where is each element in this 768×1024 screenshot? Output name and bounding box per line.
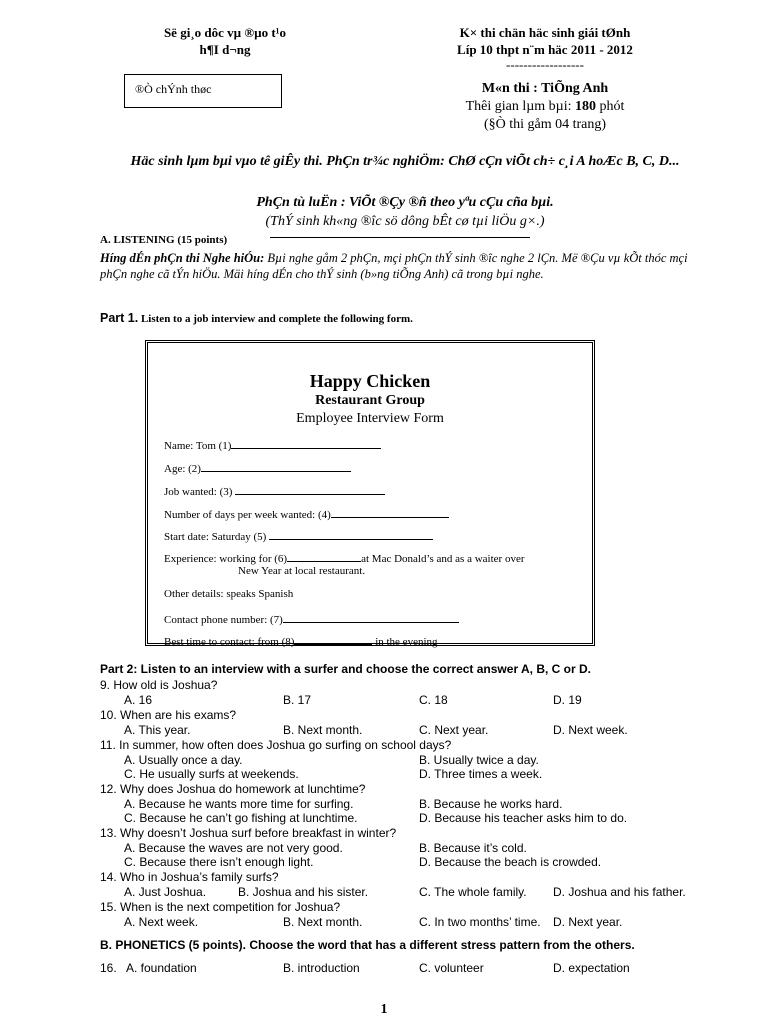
question-11: 11. In summer, how often does Joshua go surfing on school days? xyxy=(100,738,452,752)
part2-heading: Part 2: Listen to an interview with a surfer and choose the correct answer A, B, C or D. xyxy=(100,662,592,676)
listening-guide-body: Bµi nghe gåm 2 phÇn, mçi phÇn thÝ sinh ®îc nghe 2 lÇn. Më ®Çu vµ kÕt thóc mçi phÇn nghe cã tÝn hiÖu. Mäi híng dÉn cho thÝ sinh (b»ng tiÕng Anh) cã trong bµi nghe. xyxy=(100,251,688,281)
option-10c[interactable]: C. Next year. xyxy=(419,723,489,737)
form-field-job xyxy=(164,483,385,498)
option-16d[interactable]: D. expectation xyxy=(553,961,630,975)
form-subtitle: Restaurant Group xyxy=(315,393,425,408)
question-10: 10. When are his exams? xyxy=(100,708,237,722)
option-12b[interactable]: B. Because he works hard. xyxy=(419,797,563,811)
form-field-days-label: Number of days per week wanted: (4) xyxy=(164,509,331,521)
option-11d[interactable]: D. Three times a week. xyxy=(419,767,543,781)
option-10b[interactable]: B. Next month. xyxy=(283,723,363,737)
option-10a[interactable]: A. This year. xyxy=(124,723,191,737)
form-field-best-time-label: Best time to contact: from (8) xyxy=(164,636,295,648)
official-exam-label: ®Ò chÝnh thøc xyxy=(135,82,212,96)
form-field-name xyxy=(164,437,381,452)
form-field-days xyxy=(164,506,449,521)
form-field-name-label: Name: Tom (1) xyxy=(164,440,232,452)
option-16a[interactable]: A. foundation xyxy=(126,961,197,975)
option-10d[interactable]: D. Next week. xyxy=(553,723,628,737)
instruction-line-3: (ThÝ sinh kh«ng ®îc sö dông bÊt cø tµi liÖu g×.) xyxy=(265,214,545,229)
department-name xyxy=(100,24,350,58)
answer-blank-4[interactable] xyxy=(331,506,449,518)
question-15: 15. When is the next competition for Joshua? xyxy=(100,900,341,914)
listening-guide xyxy=(100,250,710,282)
subject-line: M«n thi : TiÕng Anh xyxy=(481,81,609,96)
time-suffix: phót xyxy=(596,99,625,114)
option-15a[interactable]: A. Next week. xyxy=(124,915,199,929)
question-12: 12. Why does Joshua do homework at lunchtime? xyxy=(100,782,366,796)
option-11a[interactable]: A. Usually once a day. xyxy=(124,753,243,767)
department-line-1: Së gi¸o dôc vµ ®µo t¹o xyxy=(163,25,287,40)
phonetics-heading: B. PHONETICS (5 points). Choose the word that has a different stress pattern from the others. xyxy=(100,938,635,952)
option-9a[interactable]: A. 16 xyxy=(124,693,153,707)
department-line-2: h¶I d¬ng xyxy=(199,42,251,57)
form-field-phone xyxy=(164,611,459,626)
form-field-other: Other details: speaks Spanish xyxy=(164,588,294,600)
answer-blank-5[interactable] xyxy=(269,528,433,540)
option-13b[interactable]: B. Because it’s cold. xyxy=(419,841,527,855)
option-14a[interactable]: A. Just Joshua. xyxy=(124,885,207,899)
form-field-job-label: Job wanted: (3) xyxy=(164,486,236,498)
answer-blank-2[interactable] xyxy=(201,460,351,472)
option-13d[interactable]: D. Because the beach is crowded. xyxy=(419,855,602,869)
form-field-best-time-text: in the evening xyxy=(372,636,438,648)
question-13: 13. Why doesn’t Joshua surf before breakfast in winter? xyxy=(100,826,397,840)
answer-blank-6[interactable] xyxy=(287,550,361,562)
option-13c[interactable]: C. Because there isn’t enough light. xyxy=(124,855,314,869)
answer-blank-1[interactable] xyxy=(231,437,381,449)
form-name: Employee Interview Form xyxy=(296,411,444,426)
option-12c[interactable]: C. Because he can’t go fishing at lunchtime. xyxy=(124,811,358,825)
page-number: 1 xyxy=(380,1002,388,1017)
option-15b[interactable]: B. Next month. xyxy=(283,915,363,929)
form-field-start-label: Start date: Saturday (5) xyxy=(164,531,270,543)
answer-blank-3[interactable] xyxy=(235,483,385,495)
time-line xyxy=(395,98,695,116)
option-14b[interactable]: B. Joshua and his sister. xyxy=(238,885,369,899)
option-12a[interactable]: A. Because he wants more time for surfing. xyxy=(124,797,354,811)
form-title: Happy Chicken xyxy=(309,371,431,391)
option-11c[interactable]: C. He usually surfs at weekends. xyxy=(124,767,299,781)
listening-guide-lead: Híng dÉn phÇn thi Nghe hiÓu: xyxy=(100,251,265,265)
option-15c[interactable]: C. In two months’ time. xyxy=(419,915,541,929)
option-16c[interactable]: C. volunteer xyxy=(419,961,484,975)
exam-title-line-1: K× thi chän häc sinh giái tØnh xyxy=(459,25,631,40)
question-16-number: 16. xyxy=(100,961,117,975)
exam-title xyxy=(395,24,695,72)
answer-blank-8[interactable] xyxy=(294,633,372,645)
interview-form xyxy=(145,340,595,646)
option-12d[interactable]: D. Because his teacher asks him to do. xyxy=(419,811,628,825)
form-field-age xyxy=(164,460,351,475)
form-field-age-label: Age: (2) xyxy=(164,463,201,475)
divider-line xyxy=(270,237,530,238)
form-field-best-time xyxy=(164,633,438,648)
option-9c[interactable]: C. 18 xyxy=(419,693,448,707)
form-field-experience-text: at Mac Donald’s and as a waiter over xyxy=(361,553,525,565)
form-field-experience-label: Experience: working for (6) xyxy=(164,553,288,565)
instruction-line-1: Häc sinh lµm bµi vµo tê giÊy thi. PhÇn tr¾c nghiÖm: ChØ cÇn viÕt ch÷ c¸i A hoÆc B, C, D... xyxy=(130,154,680,169)
option-13a[interactable]: A. Because the waves are not very good. xyxy=(124,841,343,855)
option-9d[interactable]: D. 19 xyxy=(553,693,582,707)
part1-instruction xyxy=(100,309,413,327)
part1-label: Part 1. xyxy=(100,311,139,325)
option-14d[interactable]: D. Joshua and his father. xyxy=(553,885,686,899)
subject-block xyxy=(395,80,695,134)
time-prefix: Thêi gian lµm bµi: xyxy=(465,99,576,114)
question-14: 14. Who in Joshua’s family surfs? xyxy=(100,870,279,884)
option-16b[interactable]: B. introduction xyxy=(283,961,360,975)
exam-title-dashes: ------------------ xyxy=(506,57,584,72)
option-14c[interactable]: C. The whole family. xyxy=(419,885,527,899)
answer-blank-7[interactable] xyxy=(283,611,459,623)
part1-text: Listen to a job interview and complete the following form. xyxy=(138,313,413,325)
form-field-start xyxy=(164,528,433,543)
official-exam-box xyxy=(124,74,282,108)
listening-heading: A. LISTENING (15 points) xyxy=(100,234,228,246)
option-15d[interactable]: D. Next year. xyxy=(553,915,623,929)
form-field-experience xyxy=(164,550,525,565)
option-9b[interactable]: B. 17 xyxy=(283,693,312,707)
pages-line: (§Ò thi gåm 04 trang) xyxy=(483,117,607,132)
instruction-line-2: PhÇn tù luËn : ViÕt ®Çy ®ñ theo yªu cÇu cña bµi. xyxy=(256,195,554,210)
time-value: 180 xyxy=(575,99,597,114)
form-field-phone-label: Contact phone number: (7) xyxy=(164,614,283,626)
exam-title-line-2: Líp 10 thpt n¨m häc 2011 - 2012 xyxy=(457,42,633,57)
question-9: 9. How old is Joshua? xyxy=(100,678,218,692)
form-field-experience-cont: New Year at local restaurant. xyxy=(238,565,366,577)
option-11b[interactable]: B. Usually twice a day. xyxy=(419,753,539,767)
